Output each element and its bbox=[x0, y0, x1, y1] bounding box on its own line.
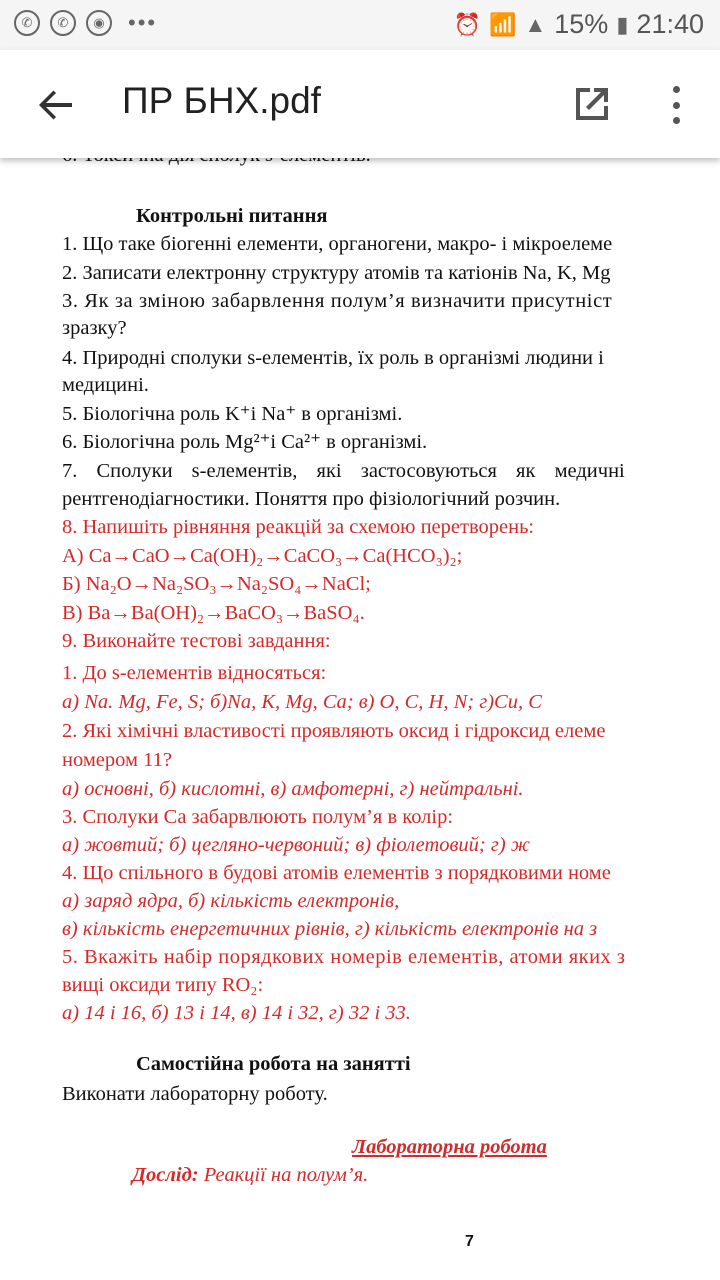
answer-options: а) 14 і 16, б) 13 і 14, в) 14 і 32, г) 32 і 33. bbox=[62, 1002, 411, 1024]
text-line: 4. Природні сполуки s-елементів, їх роль в організмі людини і bbox=[62, 347, 604, 369]
lab-title: Лабораторна робота bbox=[352, 1136, 547, 1158]
text-line: Виконати лабораторну роботу. bbox=[62, 1083, 328, 1105]
more-options-icon[interactable] bbox=[662, 82, 690, 128]
open-external-icon[interactable] bbox=[572, 84, 612, 124]
document-title: ПР БНХ.pdf bbox=[122, 80, 321, 121]
text-line: 3. Як за зміною забарвлення полум’я визначити присутніст bbox=[62, 290, 613, 312]
battery-icon: ▮ bbox=[616, 11, 629, 37]
answer-options: а) Na. Mg, Fe, S; б)Na, K, Mg, Ca; в) O, C, H, N; г)Cu, C bbox=[62, 691, 542, 713]
answer-options: а) заряд ядра, б) кількість електронів, bbox=[62, 890, 400, 912]
task-line: 3. Сполуки Ca забарвлюють полум’я в колір: bbox=[62, 806, 454, 828]
system-indicators bbox=[454, 9, 704, 40]
task-line: вищі оксиди типу RO₂: bbox=[62, 974, 264, 996]
section-heading-2: Самостійна робота на занятті bbox=[136, 1053, 411, 1075]
text-line: рентгенодіагностики. Поняття про фізіологічний розчин. bbox=[62, 488, 561, 510]
text-line: медицині. bbox=[62, 374, 149, 396]
text-line: 1. Що таке біогенні елементи, органогени, макро- і мікроелеме bbox=[62, 233, 613, 255]
app-toolbar bbox=[0, 50, 720, 158]
text-line: 6. Біологічна роль Mg²⁺і Ca²⁺ в організмі. bbox=[62, 431, 428, 453]
viber-icon: ✆ bbox=[14, 10, 40, 36]
chrome-icon: ◉ bbox=[86, 10, 112, 36]
answer-options: а) основні, б) кислотні, в) амфотерні, г) нейтральні. bbox=[62, 778, 524, 800]
status-bar bbox=[0, 0, 720, 50]
task-line: 1. До s-елементів відносяться: bbox=[62, 662, 327, 684]
signal-icon: ▲ bbox=[524, 11, 547, 37]
answer-options: в) кількість енергетичних рівнів, г) кількість електронів на з bbox=[62, 918, 598, 940]
notification-icons bbox=[14, 10, 157, 36]
pdf-page[interactable] bbox=[0, 158, 720, 1280]
task-line: В) Ba→Ba(OH)₂→BaCO₃→BaSO₄. bbox=[62, 602, 365, 624]
viber-icon-2: ✆ bbox=[50, 10, 76, 36]
task-line: 5. Вкажіть набір порядкових номерів елементів, атоми яких з bbox=[62, 946, 626, 968]
text-line: 2. Записати електронну структуру атомів та катіонів Na, K, Mg bbox=[62, 262, 611, 284]
alarm-icon: ⏰ bbox=[453, 11, 482, 37]
answer-options: а) жовтий; б) цегляно-червоний; в) фіолетовий; г) ж bbox=[62, 834, 530, 856]
task-line: 9. Виконайте тестові завдання: bbox=[62, 630, 331, 652]
text-line: зразку? bbox=[62, 317, 127, 339]
text-line: 7. Сполуки s-елементів, які застосовуються як медичні bbox=[62, 460, 625, 482]
task-line: 4. Що спільного в будові атомів елементів з порядковими номе bbox=[62, 862, 611, 884]
task-line: Б) Na₂O→Na₂SO₃→Na₂SO₄→NaCl; bbox=[62, 573, 371, 595]
task-line: А) Ca→CaO→Ca(OH)₂→CaCO₃→Ca(HCO₃)₂; bbox=[62, 545, 463, 567]
wifi-icon: 📶 bbox=[489, 11, 517, 37]
task-line: 8. Напишіть рівняння реакцій за схемою перетворень: bbox=[62, 516, 535, 538]
more-notifications-icon: ••• bbox=[128, 10, 158, 35]
clock: 21:40 bbox=[636, 9, 704, 39]
battery-percent: 15% bbox=[554, 9, 609, 39]
experiment-label: Дослід: bbox=[132, 1164, 199, 1186]
back-arrow-icon[interactable] bbox=[34, 83, 78, 127]
page-number: 7 bbox=[465, 1233, 474, 1250]
task-line: номером 11? bbox=[62, 749, 172, 771]
experiment-line bbox=[132, 1163, 368, 1187]
section-heading: Контрольні питання bbox=[136, 205, 328, 227]
experiment-text: Реакції на полум’я. bbox=[198, 1164, 369, 1186]
text-line: 5. Біологічна роль K⁺і Na⁺ в організмі. bbox=[62, 403, 403, 425]
task-line: 2. Які хімічні властивості проявляють оксид і гідроксид елеме bbox=[62, 720, 606, 742]
